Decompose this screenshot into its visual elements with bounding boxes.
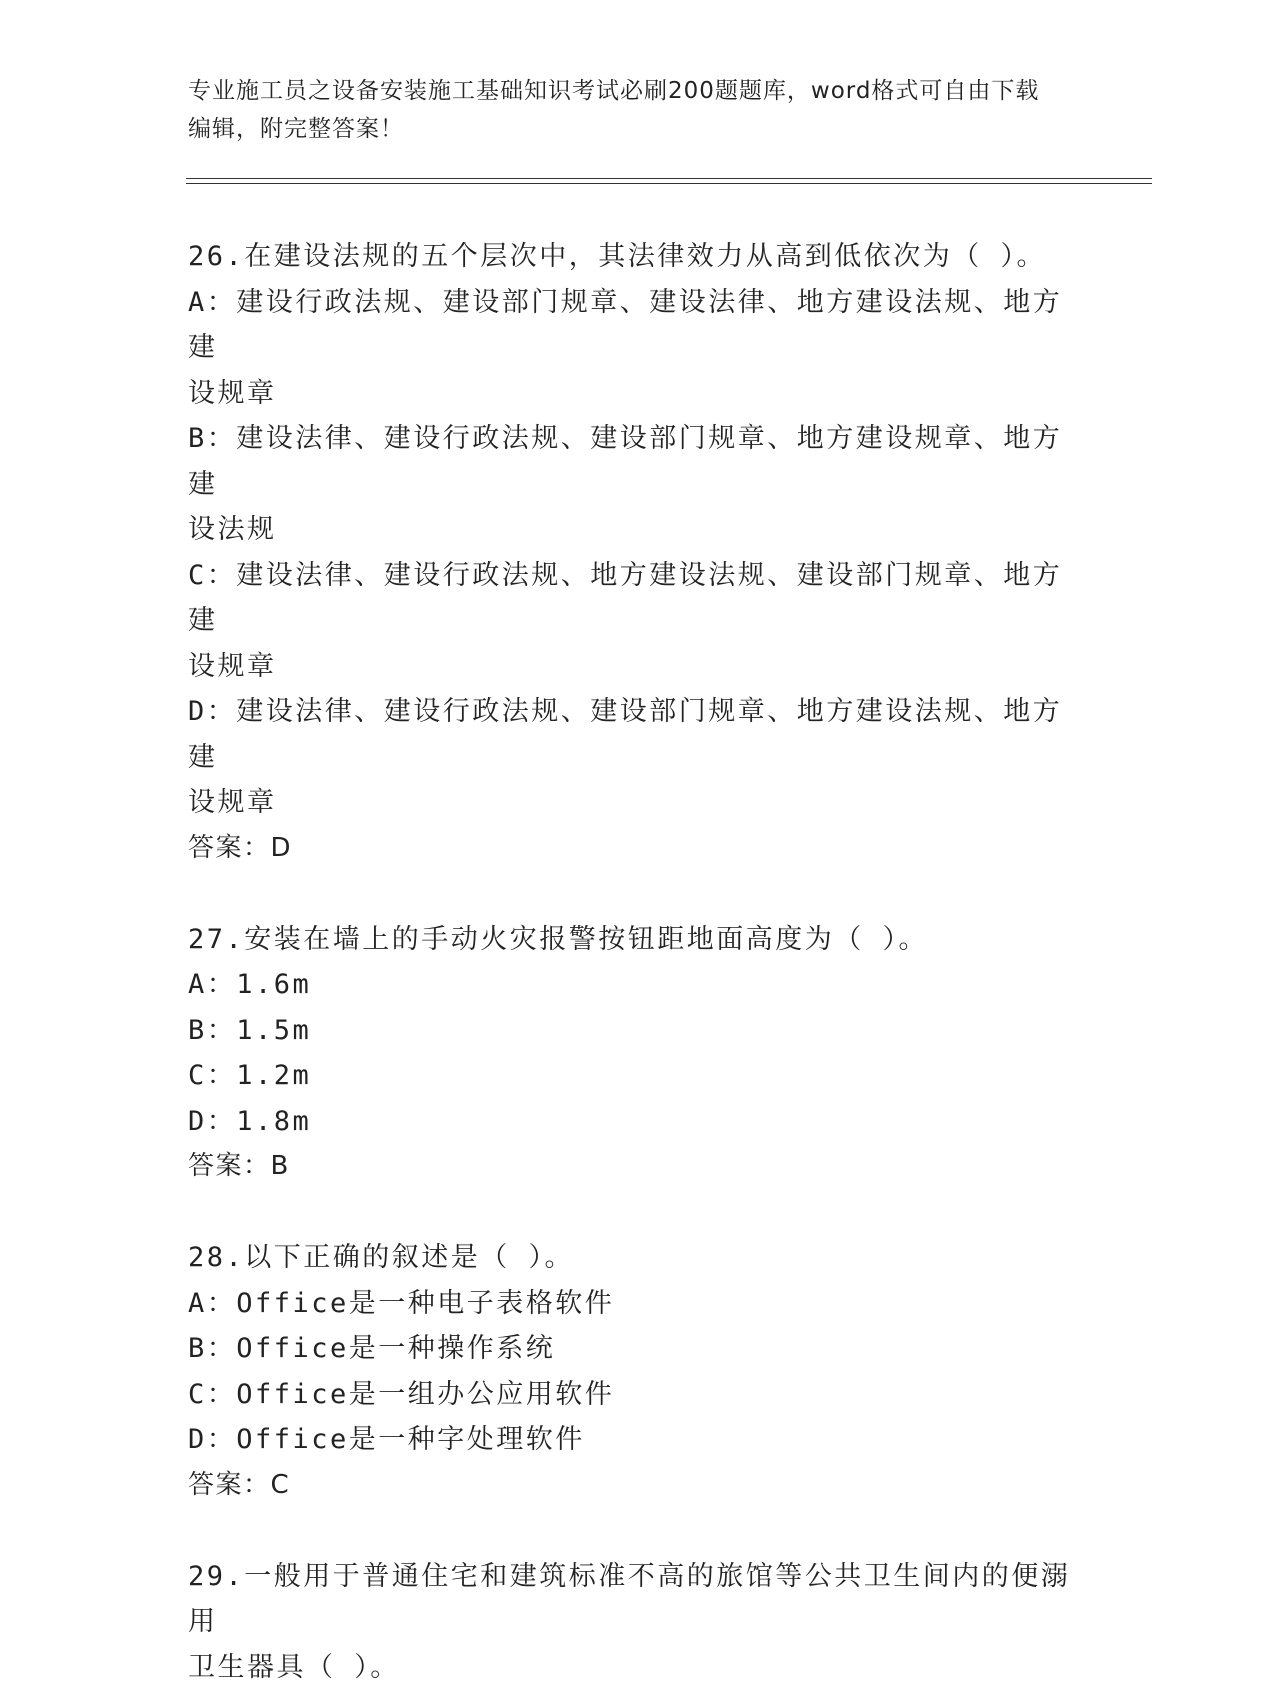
question-stem: 26.在建设法规的五个层次中，其法律效力从高到低依次为（ ）。	[188, 234, 1088, 280]
option-a-line-2: 设规章	[188, 371, 1088, 417]
header-title-line-2: 编辑，附完整答案！	[188, 110, 1088, 148]
option-d: D：1.8m	[188, 1099, 1088, 1145]
option-b: B：Office是一种操作系统	[188, 1326, 1088, 1372]
question-stem-line-1: 29.一般用于普通住宅和建筑标准不高的旅馆等公共卫生间内的便溺用	[188, 1554, 1088, 1645]
answer-label: 答案：C	[188, 1463, 1088, 1509]
question-spacer	[188, 871, 1088, 917]
question-27	[188, 917, 1088, 1190]
question-stem: 27.安装在墙上的手动火灾报警按钮距地面高度为（ ）。	[188, 917, 1088, 963]
option-d-line-1: D：建设法律、建设行政法规、建设部门规章、地方建设法规、地方建	[188, 689, 1088, 780]
document-header	[188, 72, 1088, 148]
option-b-line-2: 设法规	[188, 507, 1088, 553]
option-a: A：1.6m	[188, 962, 1088, 1008]
option-c-line-1: C：建设法律、建设行政法规、地方建设法规、建设部门规章、地方建	[188, 553, 1088, 644]
option-a-line-1: A：建设行政法规、建设部门规章、建设法律、地方建设法规、地方建	[188, 280, 1088, 371]
header-divider-bottom	[186, 183, 1152, 184]
question-spacer	[188, 1508, 1088, 1554]
option-d-line-2: 设规章	[188, 780, 1088, 826]
header-title-line-1: 专业施工员之设备安装施工基础知识考试必刷200题题库，word格式可自由下载	[188, 72, 1088, 110]
option-b: B：1.5m	[188, 1008, 1088, 1054]
question-stem-line-2: 卫生器具（ ）。	[188, 1645, 1088, 1690]
option-c: C：1.2m	[188, 1053, 1088, 1099]
answer-label: 答案：B	[188, 1144, 1088, 1190]
option-c: C：Office是一组办公应用软件	[188, 1372, 1088, 1418]
question-26	[188, 234, 1088, 871]
header-divider-top	[186, 178, 1152, 179]
answer-label: 答案：D	[188, 826, 1088, 872]
question-stem: 28.以下正确的叙述是（ ）。	[188, 1235, 1088, 1281]
option-a: A：Office是一种电子表格软件	[188, 1281, 1088, 1327]
question-spacer	[188, 1190, 1088, 1236]
question-28	[188, 1235, 1088, 1508]
question-29	[188, 1554, 1088, 1690]
option-d: D：Office是一种字处理软件	[188, 1417, 1088, 1463]
option-c-line-2: 设规章	[188, 644, 1088, 690]
option-b-line-1: B：建设法律、建设行政法规、建设部门规章、地方建设规章、地方建	[188, 416, 1088, 507]
question-list	[188, 234, 1088, 1690]
